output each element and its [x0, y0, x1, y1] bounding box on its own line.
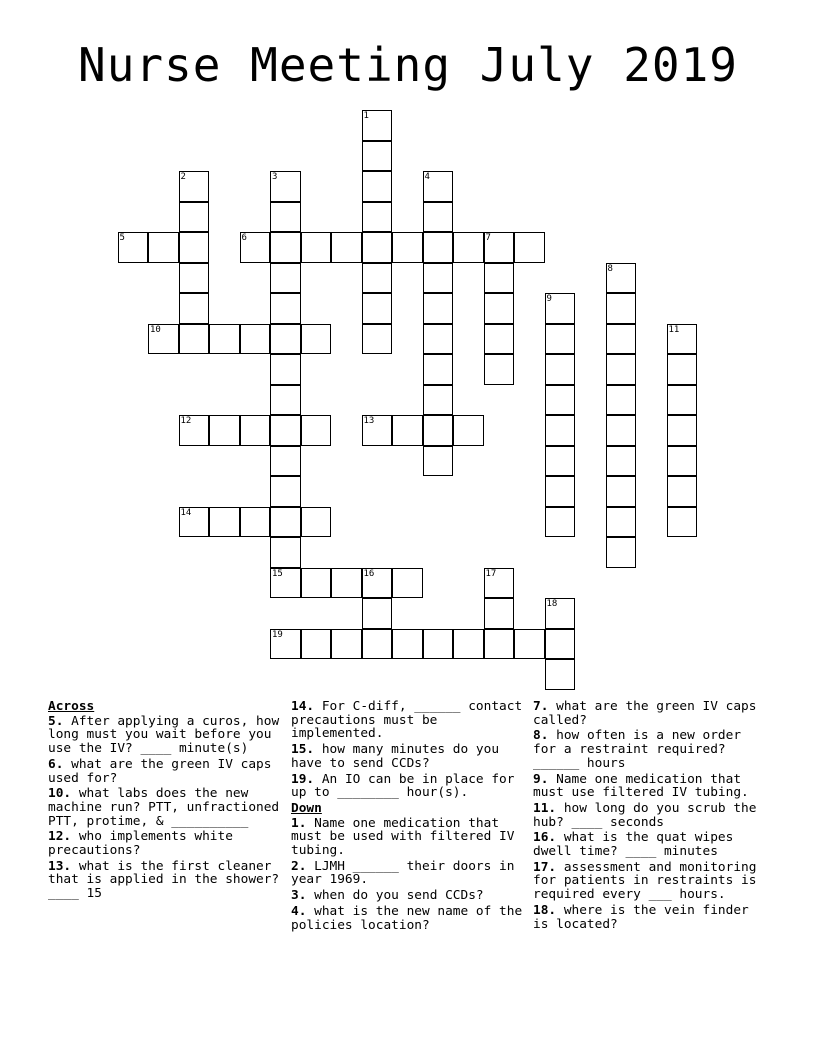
clue-number: 17. [533, 859, 557, 875]
clue-text: how many minutes do you have to send CCDs? [291, 742, 500, 771]
grid-cell[interactable] [606, 324, 637, 355]
grid-cell[interactable] [362, 232, 393, 263]
grid-cell[interactable] [331, 232, 362, 263]
clue-number: 12 [180, 416, 192, 426]
grid-cell[interactable] [270, 507, 301, 538]
clue-number: 13. [48, 858, 72, 874]
grid-cell[interactable] [270, 263, 301, 294]
grid-cell[interactable] [179, 293, 210, 324]
clue-number: 8 [607, 263, 613, 274]
clue [533, 700, 771, 727]
clue-number: 16. [533, 830, 557, 846]
grid-cell[interactable] [484, 263, 515, 294]
clue-number: 9. [533, 771, 549, 787]
grid-cell[interactable] [606, 446, 637, 477]
clue-text: how often is a new order for a restraint required? ______ hours [533, 728, 742, 771]
grid-cell[interactable] [423, 293, 454, 324]
clue-text: what labs does the new machine run? PTT, unfractioned PTT, protime, & __________ [48, 786, 280, 829]
grid-cell[interactable] [606, 293, 637, 324]
grid-cell[interactable] [423, 629, 454, 660]
grid-cell[interactable] [453, 629, 484, 660]
clue-number: 15 [272, 568, 283, 579]
clue [533, 729, 771, 770]
grid-cell[interactable] [545, 324, 576, 355]
grid-cell[interactable] [667, 354, 698, 385]
clue-text: what are the green IV caps called? [533, 699, 757, 728]
clue-number: 7. [533, 699, 549, 714]
clue [533, 773, 771, 800]
clue-number: 15. [291, 742, 315, 758]
grid-cell[interactable] [362, 324, 393, 355]
clue-text: Name one medication that must use filtered IV tubing. [533, 771, 749, 801]
clue-text: what are the green IV caps used for? [48, 756, 272, 786]
grid-cell[interactable] [606, 476, 637, 507]
grid-cell[interactable] [484, 629, 515, 660]
grid-cell[interactable] [545, 446, 576, 477]
grid-cell[interactable] [423, 263, 454, 294]
grid-cell[interactable] [301, 629, 332, 660]
grid-cell[interactable] [423, 202, 454, 233]
grid-cell[interactable] [270, 293, 301, 324]
grid-cell[interactable] [270, 202, 301, 233]
clue-number: 7 [485, 233, 491, 243]
clue [533, 802, 771, 829]
clue-number: 6 [241, 233, 247, 243]
clue [291, 773, 529, 800]
clue-text: what is the new name of the policies location? [291, 903, 523, 933]
clue-number: 8. [533, 728, 549, 744]
clue [533, 904, 771, 931]
clue-text: For C-diff, ______ contact precautions must be implemented. [291, 699, 523, 742]
grid-cell[interactable] [545, 659, 576, 690]
grid-cell[interactable] [301, 232, 332, 263]
clue-number: 1 [363, 111, 369, 121]
clue-number: 14. [291, 699, 315, 714]
grid-cell[interactable] [667, 446, 698, 477]
clue [48, 860, 286, 901]
across-heading: Across [48, 699, 95, 714]
clue [533, 831, 771, 858]
grid-cell[interactable] [667, 415, 698, 446]
grid-cell[interactable] [453, 415, 484, 446]
grid-cell[interactable] [606, 537, 637, 568]
grid-cell[interactable] [270, 415, 301, 446]
clue-text: An IO can be in place for up to ________ hour(s). [291, 771, 515, 801]
clue [291, 743, 529, 770]
grid-cell[interactable] [240, 324, 271, 355]
clue [48, 715, 286, 756]
grid-cell[interactable] [423, 354, 454, 385]
grid-cell[interactable] [301, 568, 332, 599]
clue-number: 1. [291, 815, 307, 831]
clue-number: 11 [668, 324, 680, 335]
clue-number: 17 [485, 568, 497, 579]
grid-cell[interactable] [545, 507, 576, 538]
grid-cell[interactable] [514, 232, 545, 263]
clue-text: assessment and monitoring for patients in restraints is required every ___ hours. [533, 859, 757, 903]
clue-number: 3. [291, 888, 307, 904]
clue-text: Name one medication that must be used with filtered IV tubing. [291, 815, 515, 859]
grid-cell[interactable] [423, 446, 454, 477]
clue-number: 12. [48, 829, 72, 845]
grid-cell[interactable] [209, 507, 240, 538]
clue [291, 860, 529, 887]
grid-cell[interactable] [270, 537, 301, 568]
grid-cell[interactable] [270, 324, 301, 355]
grid-cell[interactable] [392, 568, 423, 599]
grid-cell[interactable] [270, 476, 301, 507]
grid-cell[interactable] [545, 415, 576, 446]
clue-number: 6. [48, 756, 64, 772]
grid-cell[interactable] [362, 171, 393, 202]
clue-number: 5 [119, 233, 125, 243]
grid-cell[interactable] [423, 385, 454, 416]
clue-text: LJMH ______ their doors in year 1969. [291, 858, 515, 888]
clue-number: 19 [272, 629, 283, 640]
clue [48, 787, 286, 828]
clue-number: 2 [180, 172, 186, 182]
grid-cell[interactable] [179, 232, 210, 263]
page-title: Nurse Meeting July 2019 [78, 38, 738, 92]
grid-cell[interactable] [362, 293, 393, 324]
grid-cell[interactable] [606, 415, 637, 446]
clue-number: 13 [363, 416, 375, 426]
grid-cell[interactable] [484, 324, 515, 355]
grid-cell[interactable] [545, 354, 576, 385]
grid-cell[interactable] [667, 507, 698, 538]
grid-cell[interactable] [240, 415, 271, 446]
clue-text: when do you send CCDs? [306, 888, 484, 904]
grid-cell[interactable] [545, 385, 576, 416]
clue-number: 18 [546, 599, 558, 609]
clue-number: 14 [180, 507, 192, 518]
grid-cell[interactable] [606, 354, 637, 385]
clue [291, 905, 529, 932]
grid-cell[interactable] [484, 293, 515, 324]
clue [48, 758, 286, 785]
grid-cell[interactable] [545, 476, 576, 507]
grid-cell[interactable] [331, 568, 362, 599]
grid-cell[interactable] [209, 415, 240, 446]
clue-column-1 [48, 700, 286, 903]
grid-cell[interactable] [148, 232, 179, 263]
grid-cell[interactable] [209, 324, 240, 355]
grid-cell[interactable] [362, 598, 393, 629]
clue [533, 861, 771, 902]
grid-cell[interactable] [270, 446, 301, 477]
grid-cell[interactable] [606, 507, 637, 538]
grid-cell[interactable] [667, 476, 698, 507]
clue [291, 889, 529, 903]
grid-cell[interactable] [270, 385, 301, 416]
grid-cell[interactable] [423, 232, 454, 263]
down-heading: Down [291, 800, 322, 816]
grid-cell[interactable] [514, 629, 545, 660]
grid-cell[interactable] [484, 598, 515, 629]
grid-cell[interactable] [362, 629, 393, 660]
clue-number: 10 [150, 324, 161, 335]
clue-number: 4. [291, 903, 307, 919]
grid-cell[interactable] [392, 232, 423, 263]
clue-number: 10. [48, 786, 72, 802]
grid-cell[interactable] [362, 141, 393, 172]
clue-number: 4 [424, 172, 430, 182]
grid-cell[interactable] [606, 385, 637, 416]
clue-column-2 [291, 700, 529, 934]
clue-text: where is the vein finder is located? [533, 902, 749, 932]
grid-cell[interactable] [362, 263, 393, 294]
clue-number: 18. [533, 902, 557, 918]
grid-cell[interactable] [270, 354, 301, 385]
clue-column-3 [533, 700, 771, 933]
grid-cell[interactable] [667, 385, 698, 416]
grid-cell[interactable] [392, 415, 423, 446]
grid-cell[interactable] [301, 507, 332, 538]
clue-number: 16 [363, 568, 375, 579]
grid-cell[interactable] [453, 232, 484, 263]
clue [48, 830, 286, 857]
grid-cell[interactable] [423, 415, 454, 446]
clue-number: 11. [533, 800, 557, 816]
grid-cell[interactable] [331, 629, 362, 660]
grid-cell[interactable] [545, 629, 576, 660]
grid-cell[interactable] [179, 324, 210, 355]
clue-text: how long do you scrub the hub? ____ seconds [533, 800, 757, 830]
grid-cell[interactable] [301, 415, 332, 446]
clue [291, 817, 529, 858]
grid-cell[interactable] [240, 507, 271, 538]
clue-text: After applying a curos, how long must you wait before you use the IV? ____ minute(s) [48, 713, 280, 757]
clue-number: 2. [291, 858, 307, 874]
clue-text: what is the quat wipes dwell time? ____ minutes [533, 830, 734, 860]
grid-cell[interactable] [423, 324, 454, 355]
grid-cell[interactable] [362, 202, 393, 233]
clue [291, 700, 529, 741]
clue-number: 9 [546, 294, 552, 304]
grid-cell[interactable] [301, 324, 332, 355]
grid-cell[interactable] [392, 629, 423, 660]
clue-text: who implements white precautions? [48, 829, 233, 859]
clue-number: 19. [291, 771, 315, 787]
grid-cell[interactable] [270, 232, 301, 263]
grid-cell[interactable] [179, 263, 210, 294]
grid-cell[interactable] [179, 202, 210, 233]
clue-text: what is the first cleaner that is applied in the shower? ____ 15 [48, 858, 280, 902]
clue-number: 3 [272, 172, 278, 182]
grid-cell[interactable] [484, 354, 515, 385]
clue-number: 5. [48, 713, 64, 729]
